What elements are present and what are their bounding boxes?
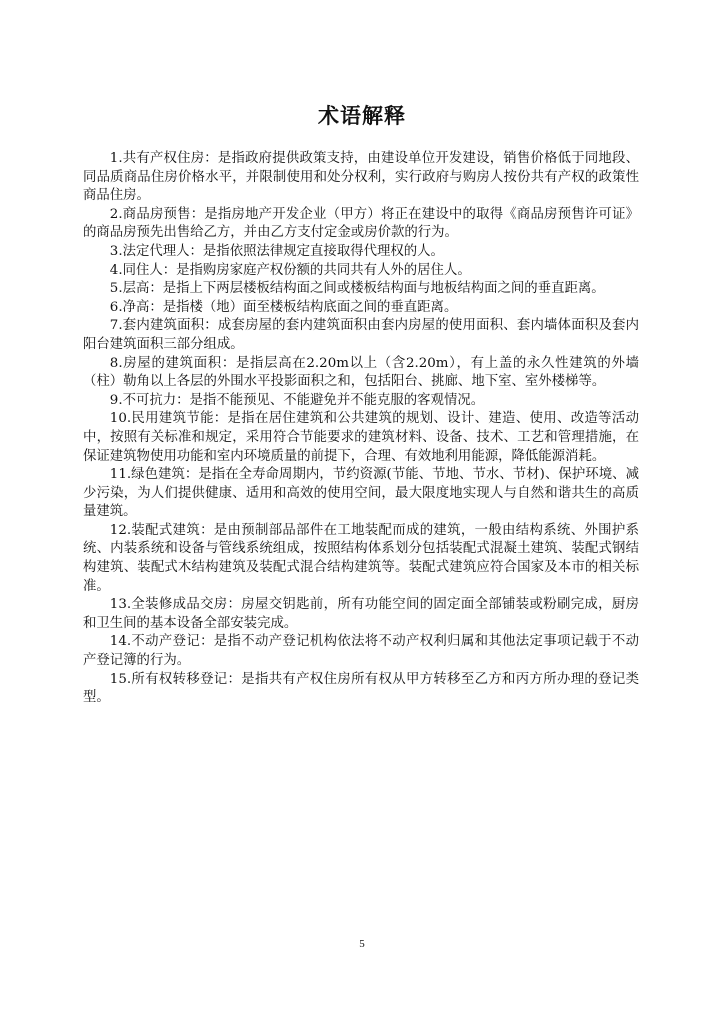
term-9-force-majeure: 9.不可抗力：是指不能预见、不能避免并不能克服的客观情况。 — [109, 392, 485, 408]
page-number: 5 — [359, 938, 365, 950]
terms-list — [83, 150, 639, 708]
term-8-building-area: 8.房屋的建筑面积：是指层高在2.20m以上（含2.20m），有上盖的永久性建筑的外墙（柱）勒角以上各层的外围水平投影面积之和，包括阳台、挑廊、地下室、室外楼梯等。 — [83, 355, 639, 390]
term-5-floor-height: 5.层高：是指上下两层楼板结构面之间或楼板结构面与地板结构面之间的垂直距离。 — [109, 281, 605, 297]
page-title: 术语解释 — [318, 104, 406, 128]
term-2-presale: 2.商品房预售：是指房地产开发企业（甲方）将正在建设中的取得《商品房预售许可证》的商品房预先出售给乙方，并由乙方支付定金或房价款的行为。 — [83, 206, 639, 241]
term-10-energy-saving: 10.民用建筑节能：是指在居住建筑和公共建筑的规划、设计、建造、使用、改造等活动中，按照有关标准和规定，采用符合节能要求的建筑材料、设备、技术、工艺和管理措施，在保证建筑物使用功能和室内环境质量的前提下，合理、有效地利用能源，降低能源消耗。 — [83, 411, 639, 464]
term-15-ownership-transfer-registration: 15.所有权转移登记：是指共有产权住房所有权从甲方转移至乙方和丙方所办理的登记类型。 — [83, 671, 639, 706]
term-3-legal-agent: 3.法定代理人：是指依照法律规定直接取得代理权的人。 — [109, 243, 444, 259]
term-1-shared-ownership-housing: 1.共有产权住房：是指政府提供政策支持，由建设单位开发建设，销售价格低于同地段、同品质商品住房价格水平，并限制使用和处分权利，实行政府与购房人按份共有产权的政策性商品住房。 — [83, 151, 639, 204]
term-7-unit-floor-area: 7.套内建筑面积：成套房屋的套内建筑面积由套内房屋的使用面积、套内墙体面积及套内阳台建筑面积三部分组成。 — [83, 318, 639, 352]
term-4-co-resident: 4.同住人：是指购房家庭产权份额的共同共有人外的居住人。 — [109, 262, 471, 278]
term-12-prefabricated-building: 12.装配式建筑：是由预制部品部件在工地装配而成的建筑，一般由结构系统、外围护系统、内装系统和设备与管线系统组成，按照结构体系划分包括装配式混凝土建筑、装配式钢结构建筑、装配式木结构建筑及装配式混合结构建筑等。装配式建筑应符合国家及本市的相关标准。 — [83, 522, 639, 594]
term-13-fully-finished-delivery: 13.全装修成品交房：房屋交钥匙前，所有功能空间的固定面全部铺装或粉刷完成，厨房和卫生间的基本设备全部安装完成。 — [83, 597, 639, 631]
term-6-clear-height: 6.净高：是指楼（地）面至楼板结构底面之间的垂直距离。 — [109, 299, 458, 315]
term-11-green-building: 11.绿色建筑：是指在全寿命周期内，节约资源(节能、节地、节水、节材)、保护环境、减少污染，为人们提供健康、适用和高效的使用空间，最大限度地实现人与自然和谐共生的高质量建筑。 — [83, 467, 639, 520]
term-14-real-estate-registration: 14.不动产登记：是指不动产登记机构依法将不动产权利归属和其他法定事项记载于不动产登记簿的行为。 — [83, 634, 639, 669]
